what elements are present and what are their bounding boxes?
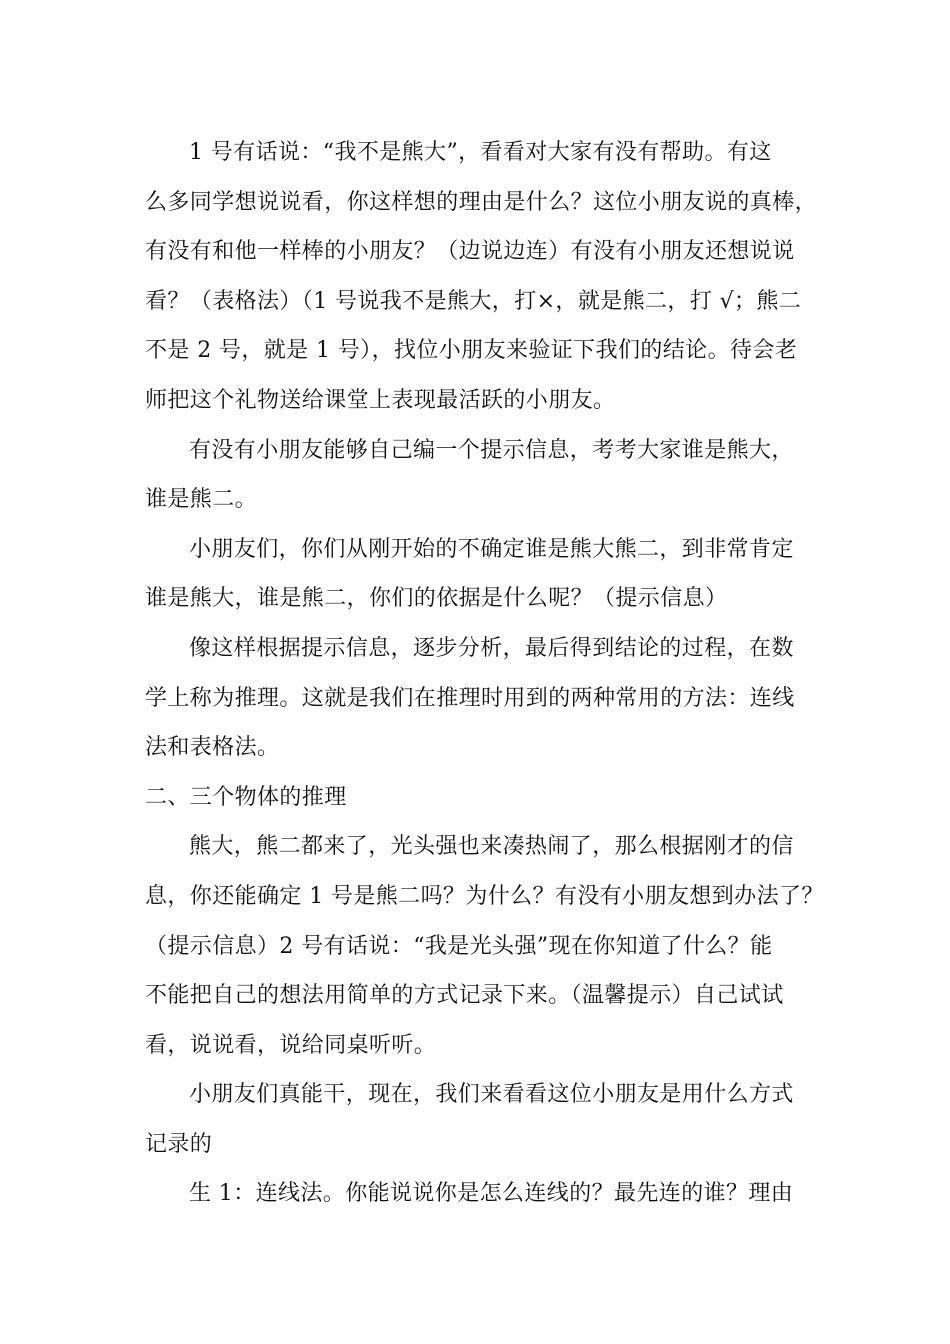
text-line: 熊大，熊二都来了，光头强也来凑热闹了，那么根据刚才的信 xyxy=(189,834,794,860)
paragraph-4 xyxy=(145,624,815,773)
text-line: 小朋友们真能干，现在，我们来看看这位小朋友是用什么方式 xyxy=(189,1082,794,1108)
text-line: 法和表格法。 xyxy=(145,735,280,761)
paragraph-2 xyxy=(145,426,815,525)
text-line: 师把这个礼物送给课堂上表现最活跃的小朋友。 xyxy=(145,387,616,413)
text-line: 不是 2 号，就是 1 号），找位小朋友来验证下我们的结论。待会老 xyxy=(145,338,798,364)
text-line: 看？（表格法）（1 号说我不是熊大，打×，就是熊二，打 √；熊二 xyxy=(145,288,802,314)
text-line: 1 号有话说：“我不是熊大”，看看对大家有没有帮助。有这 xyxy=(189,140,772,165)
text-line: 记录的 xyxy=(145,1131,213,1157)
text-line: 么多同学想说说看，你这样想的理由是什么？这位小朋友说的真棒， xyxy=(145,189,818,215)
paragraph-5 xyxy=(145,822,824,1070)
text-line: 息，你还能确定 1 号是熊二吗？为什么？有没有小朋友想到办法了？ xyxy=(145,883,824,909)
text-line: 生 1：连线法。你能说说你是怎么连线的？最先连的谁？理由 xyxy=(189,1181,794,1207)
section-heading-text: 二、三个物体的推理 xyxy=(145,784,347,810)
text-line: 不能把自己的想法用简单的方式记录下来。（温馨提示）自己试试 xyxy=(145,983,784,1009)
paragraph-7 xyxy=(145,1169,815,1219)
text-line: 看，说说看，说给同桌听听。 xyxy=(145,1032,437,1058)
paragraph-6 xyxy=(145,1070,815,1169)
text-line: （提示信息）2 号有话说：“我是光头强”现在你知道了什么？能 xyxy=(145,933,773,959)
document-body xyxy=(145,128,824,1219)
paragraph-3 xyxy=(145,525,815,624)
text-line: 像这样根据提示信息，逐步分析，最后得到结论的过程，在数 xyxy=(189,635,794,661)
text-line: 学上称为推理。这就是我们在推理时用到的两种常用的方法：连线 xyxy=(145,685,795,711)
paragraph-1 xyxy=(145,128,818,426)
text-line: 有没有和他一样棒的小朋友？（边说边连）有没有小朋友还想说说 xyxy=(145,239,795,265)
text-line: 有没有小朋友能够自己编一个提示信息，考考大家谁是熊大， xyxy=(189,437,794,463)
text-line: 谁是熊大，谁是熊二，你们的依据是什么呢？（提示信息） xyxy=(145,586,728,612)
text-line: 小朋友们，你们从刚开始的不确定谁是熊大熊二，到非常肯定 xyxy=(189,536,794,562)
text-line: 谁是熊二。 xyxy=(145,487,258,513)
section-heading xyxy=(145,773,815,823)
